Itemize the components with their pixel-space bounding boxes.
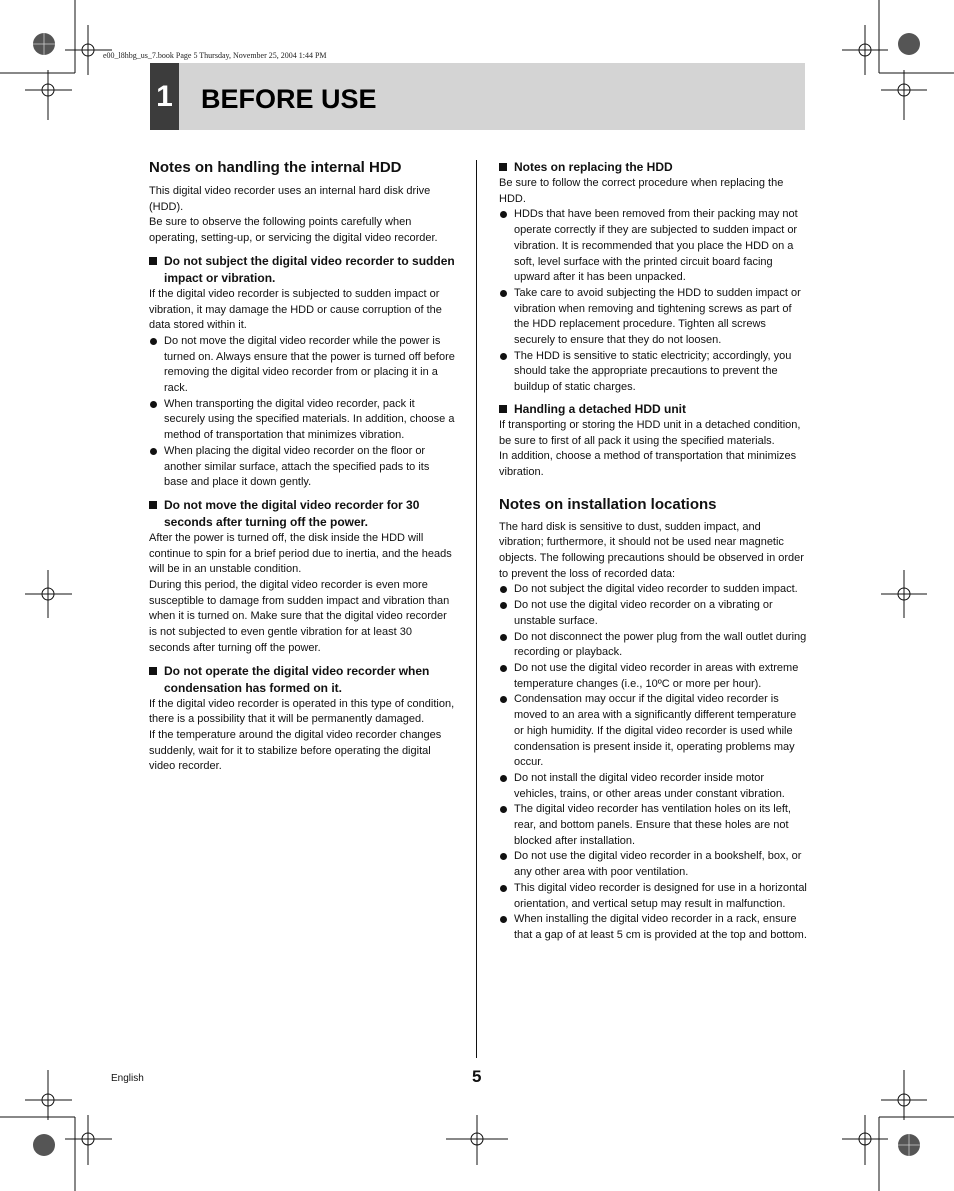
subheading-detached-hdd: Handling a detached HDD unit [499, 401, 807, 418]
body-paragraph: If the digital video recorder is operated in this type of condition, there is a possibility that it will be permanently damaged. [149, 697, 455, 726]
bullet-list [499, 582, 807, 943]
left-column [149, 158, 455, 775]
list-item: Do not use the digital video recorder on a vibrating or unstable surface. [499, 598, 807, 629]
bullet-list [499, 207, 807, 395]
subheading-replacing-hdd: Notes on replacing the HDD [499, 159, 807, 176]
intro-paragraph: Be sure to observe the following points carefully when operating, setting-up, or servicing the digital video recorder. [149, 216, 438, 245]
right-column [499, 159, 807, 944]
chapter-number: 1 [150, 63, 179, 130]
body-paragraph: If transporting or storing the HDD unit in a detached condition, be sure to first of all pack it using the specified materials. [499, 418, 801, 447]
subheading-condensation: Do not operate the digital video recorder when condensation has formed on it. [149, 663, 455, 697]
intro-paragraph: This digital video recorder uses an internal hard disk drive (HDD). [149, 185, 431, 213]
list-item: Condensation may occur if the digital video recorder is moved to an area with a significantly different temperature or high humidity. If the digital video recorder is used while condensation is present inside it, operating problems may occur. [499, 692, 807, 771]
bullet-list [149, 334, 455, 491]
body-paragraph: During this period, the digital video recorder is even more susceptible to damage from sudden impact and vibration than when it is turned on. Make sure that the digital video recorder is not subjected to even gentle vibration for at least 30 seconds after turning off the power. [149, 579, 450, 654]
list-item: Do not use the digital video recorder in areas with extreme temperature changes (i.e., 10ºC or more per hour). [499, 661, 807, 692]
body-paragraph: After the power is turned off, the disk inside the HDD will continue to spin for a brief period due to inertia, and the heads will be in an unstable condition. [149, 531, 452, 576]
list-item: This digital video recorder is designed for use in a horizontal orientation, and vertical setup may result in malfunction. [499, 881, 807, 912]
body-paragraph: If the temperature around the digital video recorder changes suddenly, wait for it to stabilize before operating the digital video recorder. [149, 728, 442, 773]
body-paragraph: In addition, choose a method of transportation that minimizes vibration. [499, 450, 797, 478]
body-paragraph: The hard disk is sensitive to dust, sudden impact, and vibration; furthermore, it should not be used near magnetic objects. The following precautions should be observed in order to prevent the loss of recorded data: [499, 520, 804, 580]
subheading-impact: Do not subject the digital video recorder to sudden impact or vibration. [149, 253, 455, 287]
list-item: HDDs that have been removed from their packing may not operate correctly if they are subjected to sudden impact or vibration. It is recommended that you place the HDD on a soft, level surface with the printed circuit board facing upward after it has been unpacked. [499, 207, 807, 286]
list-item: The HDD is sensitive to static electricity; accordingly, you should take the appropriate precautions to prevent the buildup of static charges. [499, 349, 807, 396]
footer-language: English [111, 1073, 144, 1084]
list-item: Do not move the digital video recorder while the power is turned on. Always ensure that the power is turned off before removing the digital video recorder from or placing it in a rack. [149, 334, 455, 397]
subheading-power-off: Do not move the digital video recorder for 30 seconds after turning off the power. [149, 497, 455, 531]
list-item: Do not disconnect the power plug from the wall outlet during recording or playback. [499, 630, 807, 661]
page-number: 5 [472, 1067, 482, 1086]
list-item: When transporting the digital video recorder, pack it securely using the specified materials. In addition, choose a method of transportation that minimizes vibration. [149, 397, 455, 444]
list-item: The digital video recorder has ventilation holes on its left, rear, and bottom panels. Ensure that these holes are not blocked after installation. [499, 802, 807, 849]
column-divider [476, 160, 477, 1058]
body-paragraph: Be sure to follow the correct procedure when replacing the HDD. [499, 177, 784, 205]
section-heading-hdd: Notes on handling the internal HDD [149, 159, 402, 176]
list-item: When placing the digital video recorder on the floor or another similar surface, attach the specified pads to its base and place it down gently. [149, 444, 455, 491]
list-item: Do not use the digital video recorder in a bookshelf, box, or any other area with poor ventilation. [499, 849, 807, 880]
section-heading-installation: Notes on installation locations [499, 495, 717, 513]
body-paragraph: If the digital video recorder is subjected to sudden impact or vibration, it may damage the HDD or cause corruption of the data stored within it. [149, 287, 442, 332]
list-item: When installing the digital video recorder in a rack, ensure that a gap of at least 5 cm is provided at the top and bottom. [499, 912, 807, 943]
list-item: Do not install the digital video recorder inside motor vehicles, trains, or other areas under constant vibration. [499, 771, 807, 802]
list-item: Do not subject the digital video recorder to sudden impact. [499, 582, 807, 598]
list-item: Take care to avoid subjecting the HDD to sudden impact or vibration when removing and tightening screws as part of the HDD replacement procedure. Tighten all screws securely to ensure that they do not loosen. [499, 286, 807, 349]
book-info: e00_l8hbg_us_7.book Page 5 Thursday, November 25, 2004 1:44 PM [103, 51, 327, 60]
chapter-title: BEFORE USE [201, 84, 377, 114]
